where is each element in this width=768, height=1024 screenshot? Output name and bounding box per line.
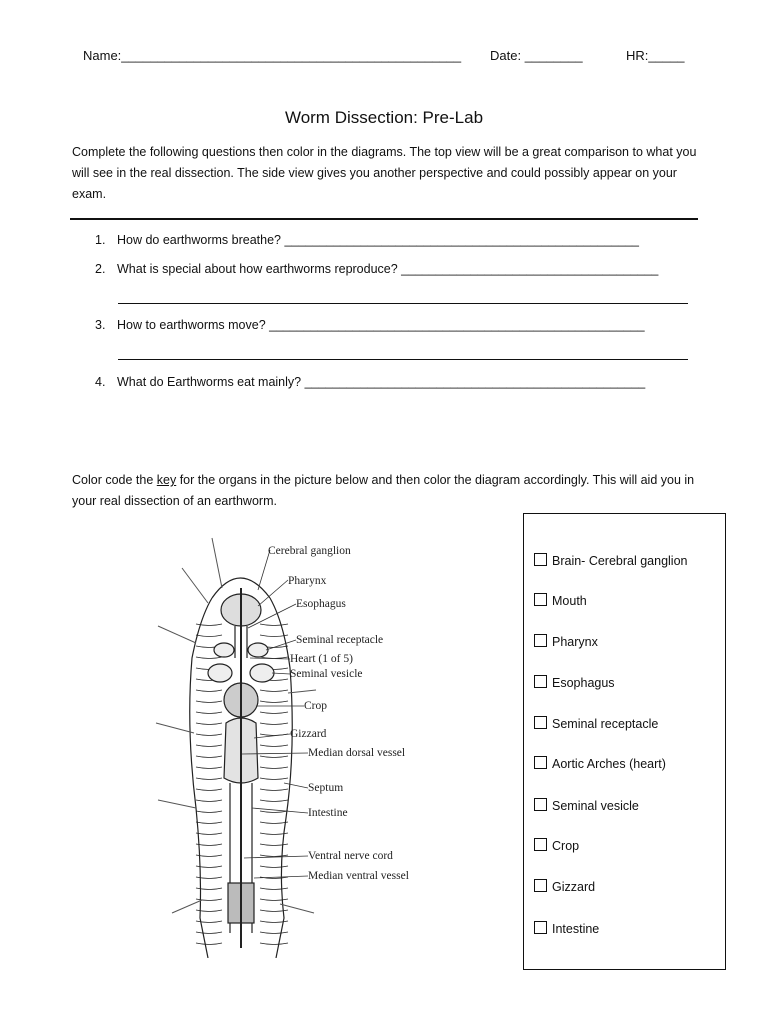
key-word: key: [156, 473, 177, 487]
dissection-pin: [156, 723, 194, 733]
instructions-text: Color code the: [72, 473, 157, 487]
key-item[interactable]: [534, 838, 579, 853]
name-field[interactable]: [83, 48, 461, 63]
hr-line: _____: [648, 48, 685, 63]
checkbox-icon[interactable]: [534, 553, 547, 566]
diagram-label: Ventral nerve cord: [308, 850, 393, 862]
divider: [70, 218, 698, 220]
question-text: How do earthworms breathe? ___________________________________________________: [117, 233, 639, 247]
diagram-label: Seminal vesicle: [290, 668, 363, 680]
key-item-label: Seminal receptacle: [552, 717, 659, 731]
color-instructions: [72, 470, 712, 512]
date-label: Date:: [490, 48, 522, 63]
diagram-label: Heart (1 of 5): [290, 653, 353, 665]
key-item-label: Seminal vesicle: [552, 799, 639, 813]
question-number: 2.: [95, 262, 106, 276]
checkbox-icon[interactable]: [534, 756, 547, 769]
key-item[interactable]: [534, 716, 658, 731]
question-number: 3.: [95, 318, 106, 332]
date-field[interactable]: [490, 48, 583, 63]
key-item-label: Pharynx: [552, 635, 598, 649]
diagram-label: Pharynx: [288, 575, 327, 587]
dissection-pin: [280, 904, 314, 913]
key-item[interactable]: [534, 798, 639, 813]
key-item[interactable]: [534, 921, 599, 936]
date-line: ________: [524, 48, 583, 63]
key-item[interactable]: [534, 553, 688, 568]
key-item-label: Esophagus: [552, 676, 615, 690]
checkbox-icon[interactable]: [534, 675, 547, 688]
key-item-label: Mouth: [552, 594, 587, 608]
key-item-label: Gizzard: [552, 880, 596, 894]
instructions-text: for the organs in the picture below and then color the diagram accordingly. This will aid you in your real dissection of an earthworm.: [72, 473, 695, 508]
checkbox-icon[interactable]: [534, 798, 547, 811]
checkbox-icon[interactable]: [534, 593, 547, 606]
key-item-label: Aortic Arches (heart): [552, 757, 666, 771]
intro-paragraph: Complete the following questions then color in the diagrams. The top view will be a great comparison to what you will see in the real dissection. The side view gives you another perspective and could possibly appear on your exam.: [72, 145, 697, 201]
key-item-label: Brain- Cerebral ganglion: [552, 554, 688, 568]
question-4[interactable]: [95, 375, 645, 389]
page-title: Worm Dissection: Pre-Lab: [284, 108, 484, 127]
key-item-label: Intestine: [552, 922, 600, 936]
key-item[interactable]: [534, 593, 587, 608]
seminal-receptacle-shape: [214, 643, 234, 657]
dissection-pin: [288, 690, 316, 693]
question-2[interactable]: [95, 262, 658, 276]
answer-line-2[interactable]: [118, 303, 688, 304]
diagram-label: Intestine: [308, 807, 348, 819]
name-line: _______________________________________________: [121, 48, 462, 63]
hr-label: HR:: [626, 48, 649, 63]
key-item[interactable]: [534, 634, 598, 649]
diagram-label: Gizzard: [290, 728, 327, 740]
question-number: 4.: [95, 375, 106, 389]
diagram-label: Median ventral vessel: [308, 870, 409, 882]
diagram-label: Seminal receptacle: [296, 634, 384, 646]
checkbox-icon[interactable]: [534, 921, 547, 934]
question-text: How to earthworms move? ______________________________________________________: [117, 318, 645, 332]
diagram-label: Esophagus: [296, 598, 346, 610]
key-item[interactable]: [534, 756, 666, 771]
diagram-label: Cerebral ganglion: [268, 545, 351, 557]
dissection-pin: [158, 800, 196, 808]
earthworm-diagram: [150, 528, 450, 958]
dissection-pin: [212, 538, 222, 588]
answer-line-3[interactable]: [118, 359, 688, 360]
seminal-vesicle-shape: [250, 664, 274, 682]
question-text: What is special about how earthworms reproduce? _____________________________________: [117, 262, 659, 276]
checkbox-icon[interactable]: [534, 716, 547, 729]
seminal-receptacle-shape: [248, 643, 268, 657]
color-key-box: [523, 513, 726, 970]
diagram-labels: [268, 545, 409, 882]
dissection-pin: [172, 900, 202, 913]
dissection-pin: [182, 568, 208, 603]
question-1[interactable]: [95, 233, 639, 247]
key-item[interactable]: [534, 675, 615, 690]
question-number: 1.: [95, 233, 106, 247]
seminal-vesicle-shape: [208, 664, 232, 682]
diagram-label: Crop: [304, 700, 327, 712]
question-3[interactable]: [95, 318, 645, 332]
name-label: Name:: [83, 48, 122, 63]
dissection-pin: [158, 626, 196, 643]
key-item[interactable]: [534, 879, 595, 894]
checkbox-icon[interactable]: [534, 634, 547, 647]
checkbox-icon[interactable]: [534, 879, 547, 892]
checkbox-icon[interactable]: [534, 838, 547, 851]
question-text: What do Earthworms eat mainly? _________________________________________________: [117, 375, 646, 389]
diagram-label: Septum: [308, 782, 344, 794]
hr-field[interactable]: [626, 48, 685, 63]
key-item-label: Crop: [552, 839, 580, 853]
diagram-label: Median dorsal vessel: [308, 747, 406, 759]
